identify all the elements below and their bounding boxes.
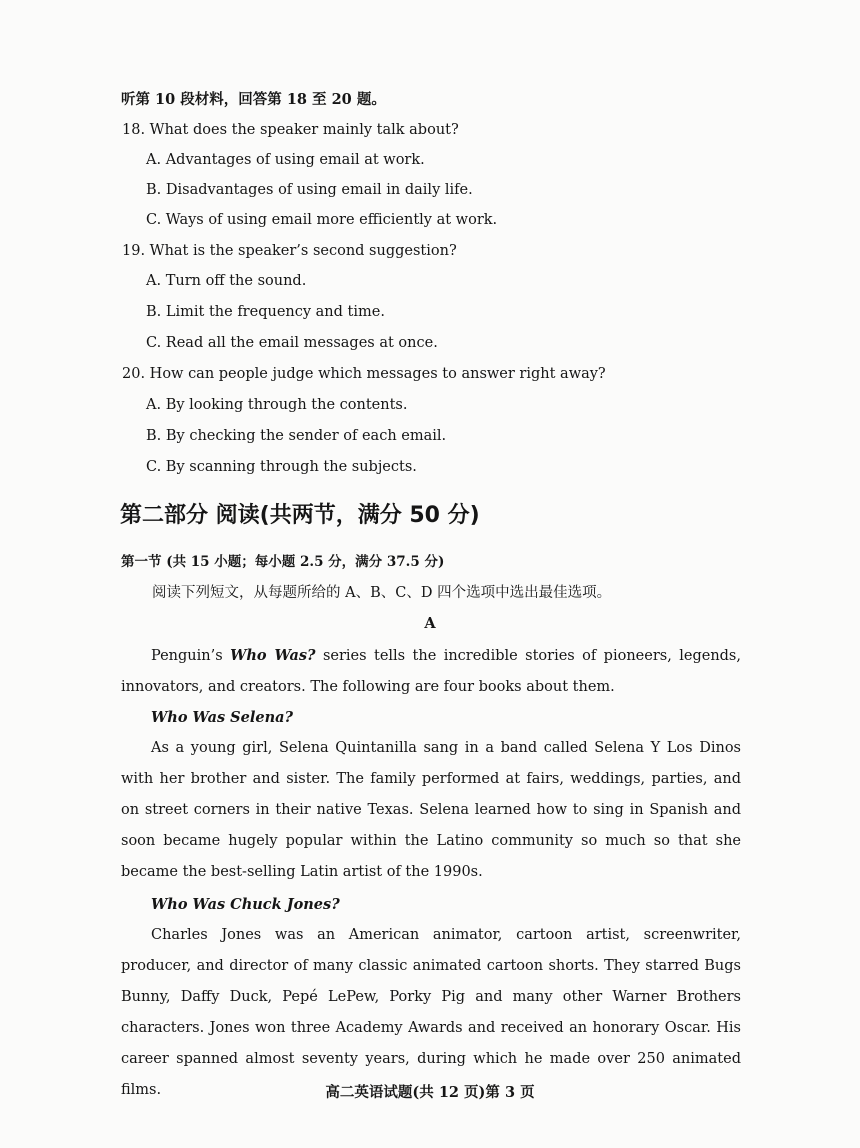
question-19-option-a: A. Turn off the sound. (146, 273, 307, 289)
question-18-option-b: B. Disadvantages of using email in daily life. (146, 182, 473, 198)
intro-after: series tells the incredible stories of pioneers, legends, innovators, and creators. The following are four books about them. (121, 648, 741, 695)
question-20-option-c: C. By scanning through the subjects. (146, 459, 417, 475)
question-18-stem: 18. What does the speaker mainly talk about? (122, 122, 459, 138)
series-title: Who Was? (230, 647, 316, 664)
book-title-selena: Who Was Selena? (151, 709, 294, 726)
question-18-option-a: A. Advantages of using email at work. (146, 152, 425, 168)
intro-before: Penguin’s (151, 648, 231, 664)
question-20-option-b: B. By checking the sender of each email. (146, 428, 447, 444)
passage-label: A (424, 615, 436, 632)
question-19-option-c: C. Read all the email messages at once. (146, 335, 438, 351)
page-footer: 高二英语试题(共 12 页)第 3 页 (325, 1084, 535, 1101)
part-two-title: 第二部分 阅读(共两节，满分 50 分) (120, 503, 480, 528)
question-18-option-c: C. Ways of using email more efficiently at work. (146, 212, 498, 228)
question-19-stem: 19. What is the speaker’s second suggestion? (122, 243, 457, 259)
reading-instruction: 阅读下列短文，从每题所给的 A、B、C、D 四个选项中选出最佳选项。 (152, 585, 612, 601)
section-one-title: 第一节 (共 15 小题；每小题 2.5 分，满分 37.5 分) (121, 554, 445, 570)
question-19-option-b: B. Limit the frequency and time. (146, 304, 385, 320)
book-title-chuck-jones: Who Was Chuck Jones? (151, 896, 340, 913)
question-20-stem: 20. How can people judge which messages to answer right away? (122, 366, 606, 382)
passage-intro (121, 640, 741, 703)
listening-instruction: 听第 10 段材料，回答第 18 至 20 题。 (121, 91, 386, 108)
question-20-option-a: A. By looking through the contents. (146, 397, 408, 413)
book-text-chuck-jones: Charles Jones was an American animator, cartoon artist, screenwriter, producer, and director of many classic animated cartoon shorts. They starred Bugs Bunny, Daffy Duck, Pepé LePew, Porky Pig and many other Warner Brothers characters. Jones won three Academy Awards and received an honorary Oscar. His career spanned almost seventy years, during which he made over 250 animated films. (121, 927, 741, 1098)
book-text-selena: As a young girl, Selena Quintanilla sang in a band called Selena Y Los Dinos with her brother and sister. The family performed at fairs, weddings, parties, and on street corners in their native Texas. Selena learned how to sing in Spanish and soon became hugely popular within the Latino community so much so that she became the best-selling Latin artist of the 1990s. (121, 740, 741, 880)
